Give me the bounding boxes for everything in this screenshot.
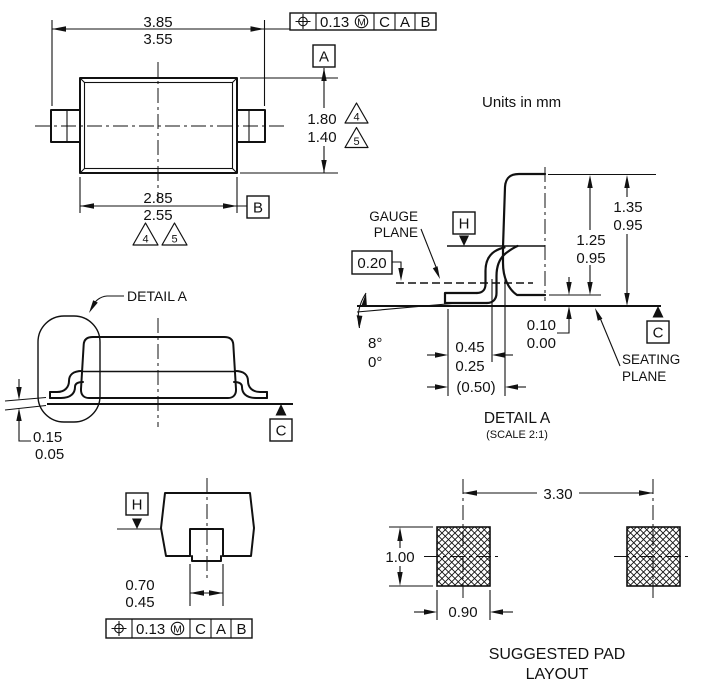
note-flag-number: 4	[142, 233, 149, 246]
left-gullwing-lead	[50, 371, 83, 398]
max-angle-line	[357, 304, 452, 313]
feature-control-frame-top	[290, 13, 436, 31]
label-line-2: PLANE	[622, 369, 667, 384]
position-symbol-icon	[112, 621, 127, 636]
right-pad	[627, 527, 680, 586]
datum-triangle	[276, 404, 287, 416]
arrowhead	[424, 609, 437, 614]
datum-letter: B	[252, 199, 264, 217]
fcf-datum-1: C	[195, 621, 206, 638]
body-width-dimension	[80, 177, 269, 246]
note-flag-5	[345, 128, 368, 149]
datum-triangle	[459, 236, 469, 247]
dimension-text-min: 0.00	[526, 335, 556, 352]
arrowhead	[624, 293, 629, 306]
dimension-text-min: 0.05	[35, 446, 65, 463]
arrowhead	[566, 306, 571, 319]
lead-lower-curve	[50, 382, 83, 398]
fcf-tolerance: 0.13	[136, 621, 166, 638]
dimension-text-max: 0.15	[33, 429, 63, 446]
dimension-text-min: 1.40	[307, 129, 337, 146]
lead-angle-dimension	[357, 293, 383, 371]
fcf-datum-1: C	[379, 14, 390, 31]
detail-title: DETAIL A	[483, 410, 551, 427]
note-flag-4	[133, 223, 158, 246]
dimension-text: 0.90	[448, 604, 478, 621]
lead-section	[445, 246, 518, 303]
dimension-text-max: 0.10	[526, 317, 556, 334]
side-view	[5, 288, 293, 463]
datum-h-flag	[453, 212, 475, 246]
arrowhead	[80, 203, 94, 208]
arrowhead	[321, 160, 326, 173]
leader-line	[19, 420, 31, 441]
angle-text-max: 8°	[368, 335, 383, 352]
mmc-modifier-icon	[171, 622, 183, 635]
arrowhead	[435, 352, 448, 357]
arrowhead	[398, 268, 403, 281]
leader-line	[598, 313, 620, 366]
detail-callout-loop	[38, 316, 100, 422]
note-flag-4	[345, 103, 368, 124]
label-line-1: SEATING	[622, 352, 681, 367]
left-pad	[437, 527, 490, 586]
datum-letter: H	[131, 496, 143, 514]
dimension-text: 1.00	[385, 549, 415, 566]
datum-triangle	[653, 306, 664, 318]
arrowhead	[505, 384, 518, 389]
dimension-text-min: 0.45	[125, 594, 155, 611]
datum-letter: C	[275, 422, 287, 440]
arrowhead	[190, 590, 204, 595]
arrowhead	[16, 408, 21, 421]
detail-a-callout	[38, 288, 188, 422]
dimension-text-max: 3.85	[143, 14, 173, 31]
dimension-text-max: 0.45	[455, 339, 485, 356]
arrowhead	[433, 266, 440, 279]
dimension-text-min: 3.55	[143, 31, 173, 48]
note-flag-number: 4	[353, 111, 360, 124]
dimension-text: 0.20	[357, 255, 387, 272]
arrowhead	[463, 490, 477, 495]
arrowhead	[492, 352, 505, 357]
leader-line	[557, 318, 569, 333]
feature-control-frame-bottom	[106, 619, 252, 638]
arrowhead	[595, 308, 602, 321]
angle-text-min: 0°	[368, 354, 383, 371]
dimension-text-ref: (0.50)	[456, 379, 496, 396]
detail-callout-label: DETAIL A	[127, 288, 187, 304]
seating-plane-label	[595, 308, 680, 384]
detail-scale-note: (SCALE 2:1)	[486, 429, 548, 441]
detail-a-view	[352, 167, 680, 441]
fcf-datum-3: B	[236, 621, 247, 638]
extension-line	[5, 406, 46, 411]
lead-foot	[445, 293, 487, 303]
arrowhead	[397, 572, 402, 586]
datum-letter: A	[318, 48, 330, 66]
datum-b-flag	[247, 196, 269, 218]
lead-inner-curve	[477, 248, 505, 294]
end-view	[106, 478, 254, 638]
fcf-datum-2: A	[215, 621, 227, 638]
fcf-modifier-letter: M	[357, 16, 366, 29]
arrowhead	[223, 203, 237, 208]
arrowhead	[587, 175, 592, 188]
pad-layout	[385, 479, 692, 683]
body-section-outline	[503, 174, 545, 295]
datum-h-flag	[117, 493, 161, 529]
dimension-text-max: 0.70	[125, 577, 155, 594]
dimension-text-min: 0.25	[455, 358, 485, 375]
datum-c-flag	[270, 404, 292, 441]
arrowhead	[566, 282, 571, 295]
arrowhead	[624, 175, 629, 188]
note-flag-5	[162, 223, 187, 246]
lead-lower-curve	[234, 382, 267, 398]
datum-triangle	[132, 519, 142, 530]
arrowhead	[209, 590, 223, 595]
arrowhead	[587, 282, 592, 295]
units-note: Units in mm	[482, 94, 562, 111]
pad-layout-title-line-2: LAYOUT	[525, 666, 589, 683]
datum-c-flag	[647, 306, 669, 343]
label-line-2: PLANE	[373, 225, 418, 240]
arrowhead	[357, 315, 363, 328]
position-symbol-icon	[296, 14, 311, 29]
dimension-text-max: 1.80	[307, 111, 337, 128]
arrowhead	[435, 384, 448, 389]
fcf-datum-2: A	[399, 14, 411, 31]
arrowhead	[16, 387, 21, 400]
extension-line	[5, 398, 46, 402]
dimension-text-max: 2.85	[143, 190, 173, 207]
arrowhead	[52, 26, 66, 31]
body-height-dimension	[576, 175, 605, 295]
lead-upper-curve	[50, 371, 82, 392]
dimension-text-min: 2.55	[143, 207, 173, 224]
note-flag-number: 5	[171, 233, 178, 246]
leader-line	[421, 229, 438, 272]
right-gullwing-lead	[234, 371, 267, 398]
fcf-tolerance: 0.13	[320, 14, 350, 31]
fcf-datum-3: B	[420, 14, 431, 31]
mmc-modifier-icon	[355, 15, 367, 28]
clearance-dimension	[527, 277, 572, 352]
dimension-text-min: 0.95	[576, 250, 606, 267]
lead-width-dimension	[125, 564, 223, 611]
datum-letter: H	[458, 215, 470, 233]
arrowhead	[251, 26, 265, 31]
dimension-text-max: 1.25	[576, 232, 606, 249]
arrowhead	[639, 490, 653, 495]
foot-reference-dimension	[427, 379, 526, 396]
arrowhead	[397, 527, 402, 541]
dimension-text: 3.30	[543, 486, 573, 503]
note-flag-number: 5	[353, 136, 360, 148]
fcf-modifier-letter: M	[173, 623, 182, 636]
overall-height-dimension	[613, 175, 642, 306]
body-height-dimension	[240, 68, 368, 173]
pad-layout-title-line-1: SUGGESTED PAD	[488, 646, 626, 663]
dimension-text-min: 0.95	[613, 217, 643, 234]
arrowhead	[89, 300, 98, 313]
dimension-text-max: 1.35	[613, 199, 643, 216]
overall-width-dimension	[52, 14, 290, 106]
gauge-offset-dimension	[352, 251, 404, 281]
lead-upper-curve	[235, 371, 267, 392]
datum-letter: C	[652, 324, 664, 342]
pad-pitch-dimension	[463, 486, 653, 503]
label-line-1: GAUGE	[369, 209, 418, 224]
arrowhead	[490, 609, 503, 614]
